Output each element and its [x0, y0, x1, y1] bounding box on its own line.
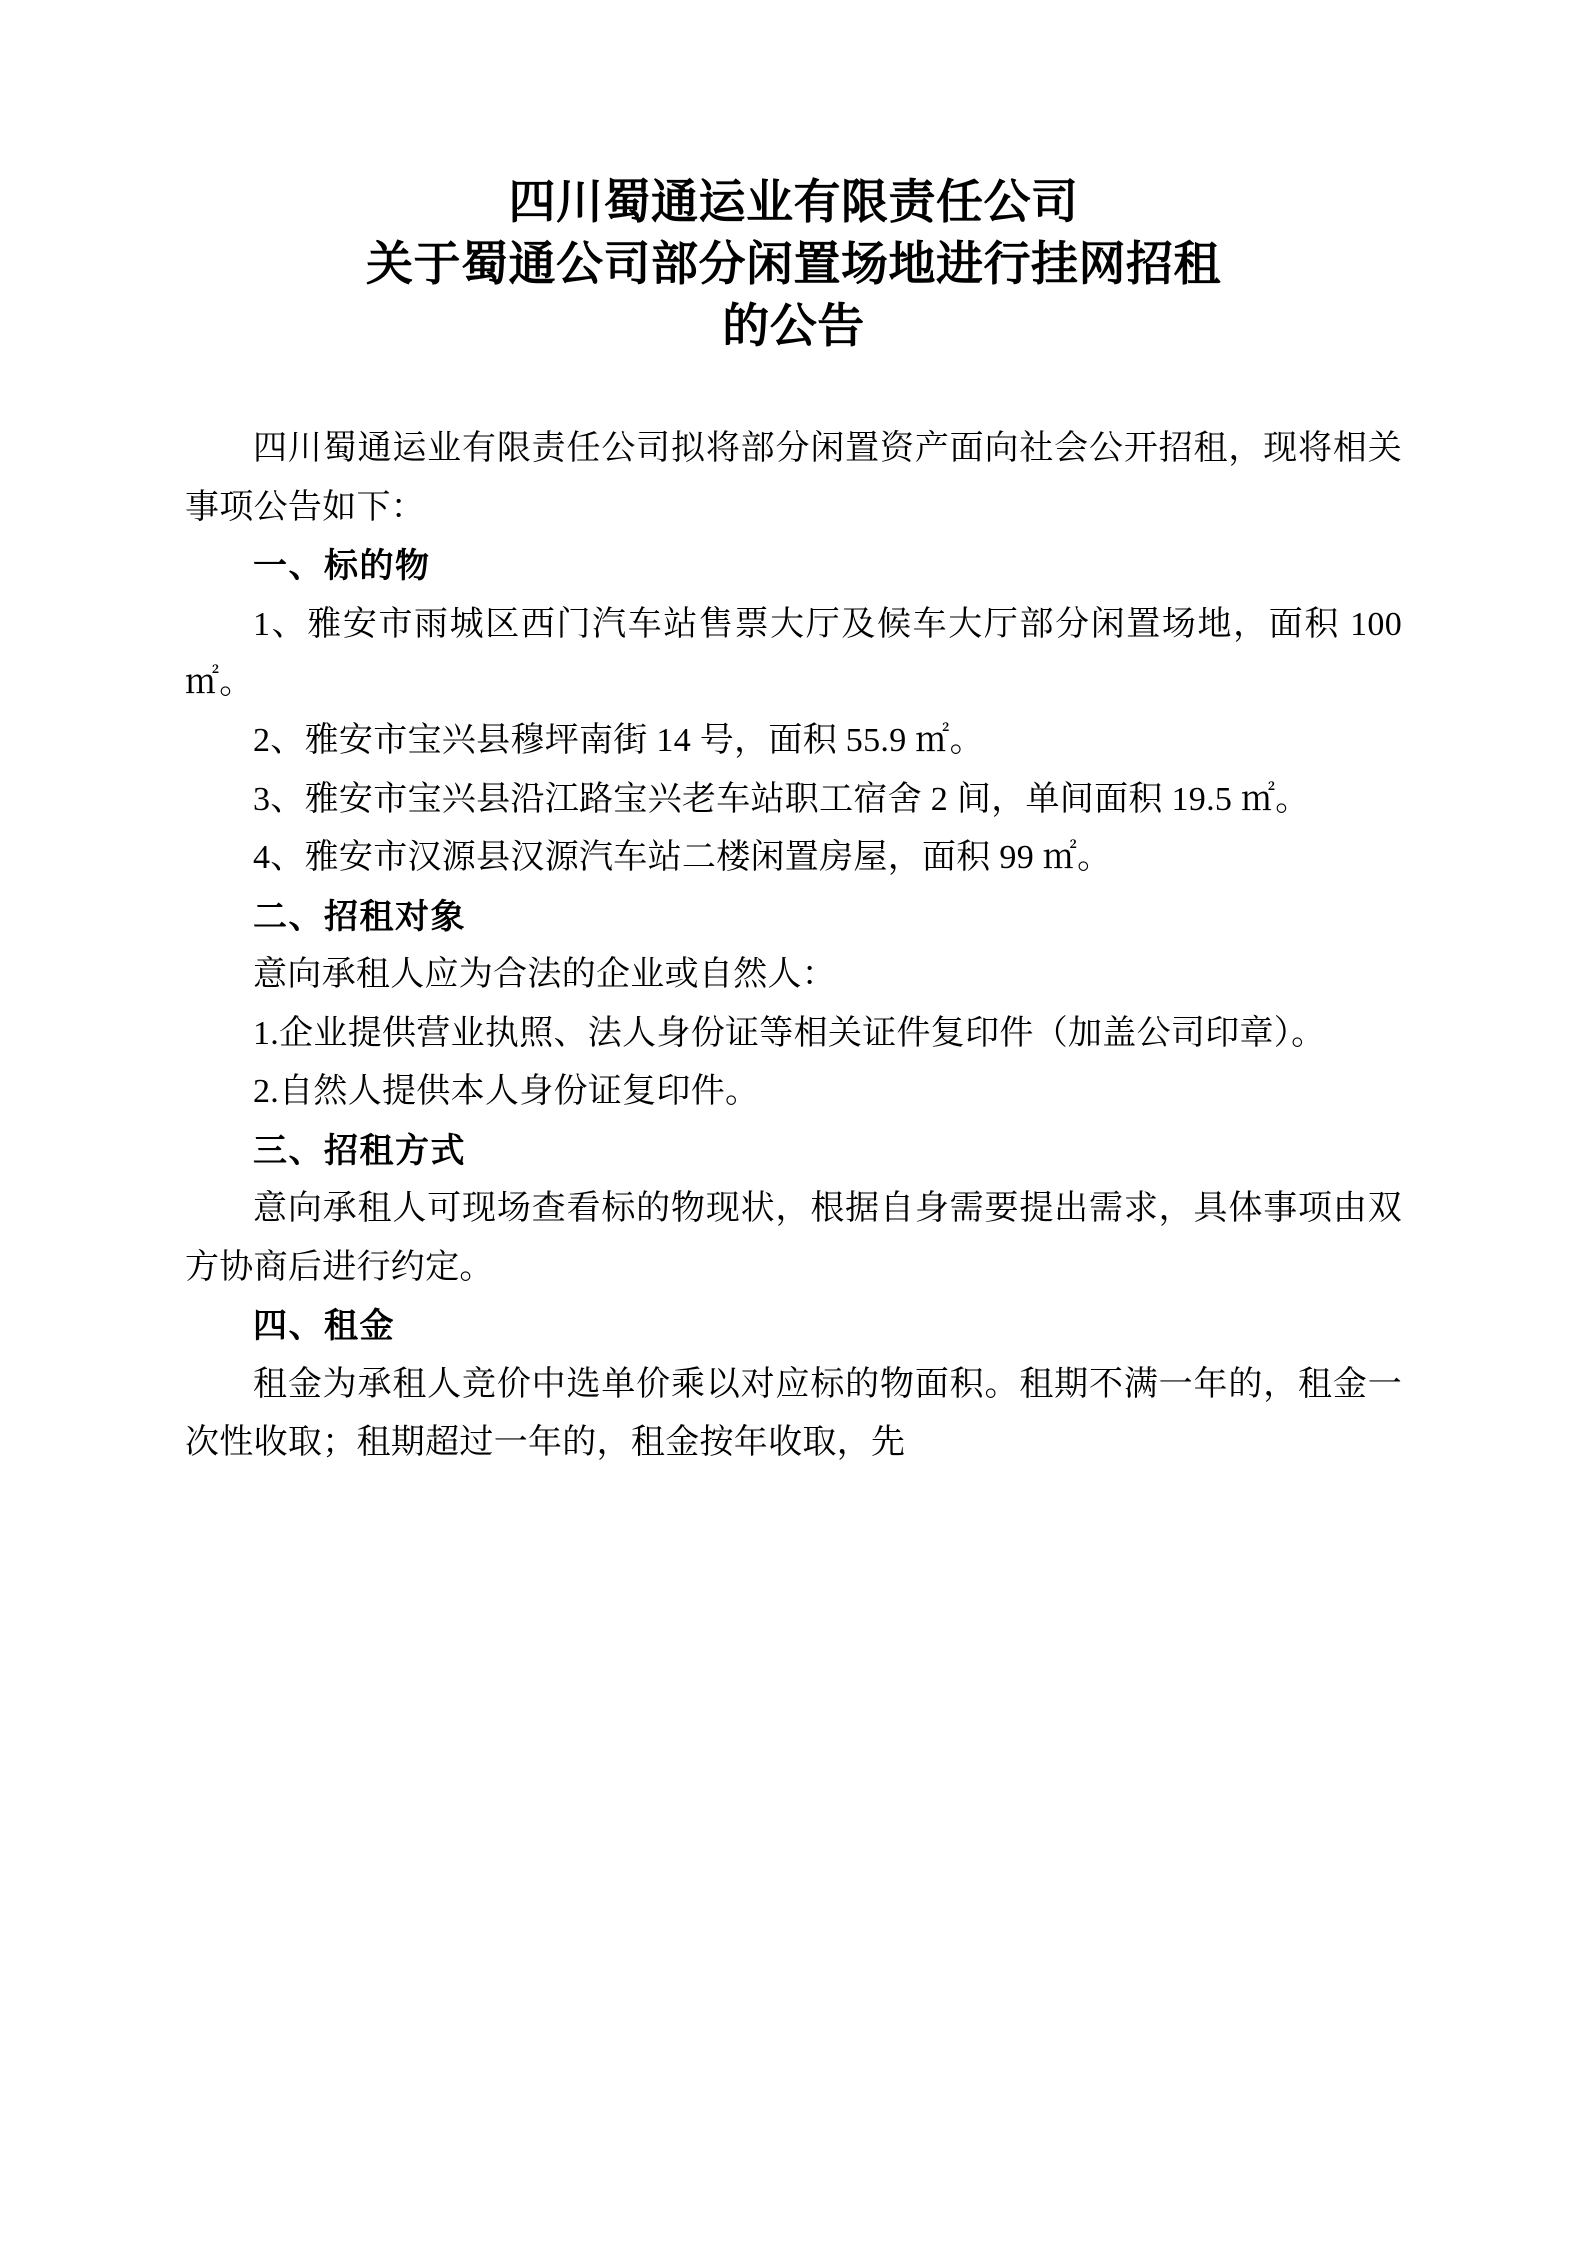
section-heading-zhaozuduixiang: 二、招租对象 [253, 896, 466, 937]
section-1-item-2: 2、雅安市宝兴县穆坪南街 14 号，面积 55.9 ㎡。 [253, 722, 984, 760]
document-title [185, 150, 1402, 358]
title-line-1: 四川蜀通运业有限责任公司 [508, 177, 1079, 229]
section-2-item-3: 2.自然人提供本人身份证复印件。 [253, 1073, 760, 1111]
section-2-item-1: 意向承租人应为合法的企业或自然人： [253, 956, 837, 994]
title-line-3: 的公告 [722, 301, 865, 354]
title-line-2: 关于蜀通公司部分闲置场地进行挂网招租 [366, 239, 1221, 292]
section-4-item-1: 租金为承租人竞价中选单价乘以对应标的物面积。租期不满一年的，租金一次性收取；租期超过一年的，租金按年收取，先 [185, 1365, 1402, 1462]
section-1-item-3: 3、雅安市宝兴县沿江路宝兴老车站职工宿舍 2 间，单间面积 19.5 ㎡。 [253, 780, 1310, 818]
section-heading-zhaozufangshi: 三、招租方式 [253, 1130, 466, 1171]
section-heading-zujin: 四、租金 [253, 1306, 395, 1347]
document-body [185, 420, 1402, 1472]
section-2-item-2: 1.企业提供营业执照、法人身份证等相关证件复印件（加盖公司印章）。 [253, 1014, 1326, 1052]
section-heading-biaodewu: 一、标的物 [253, 546, 431, 587]
intro-paragraph: 四川蜀通运业有限责任公司拟将部分闲置资产面向社会公开招租，现将相关事项公告如下： [185, 430, 1402, 526]
section-1-item-4: 4、雅安市汉源县汉源汽车站二楼闲置房屋，面积 99 ㎡。 [253, 839, 1112, 877]
section-1-item-1: 1、雅安市雨城区西门汽车站售票大厅及候车大厅部分闲置场地，面积 100 ㎡。 [185, 605, 1402, 701]
section-3-item-1: 意向承租人可现场查看标的物现状，根据自身需要提出需求，具体事项由双方协商后进行约定。 [185, 1190, 1402, 1286]
